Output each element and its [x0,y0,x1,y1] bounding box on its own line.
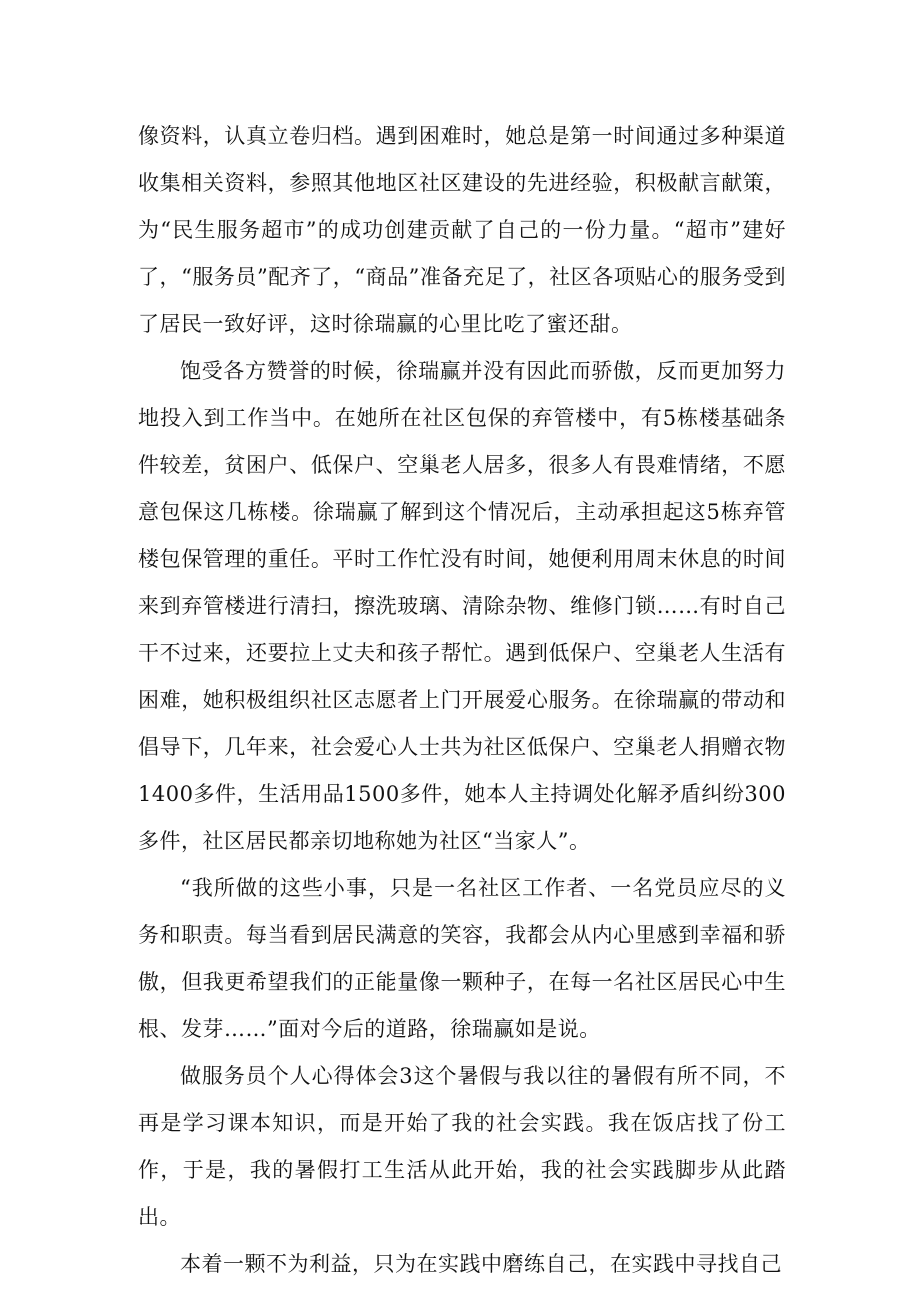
paragraph-quote: “我所做的这些小事，只是一名社区工作者、一名党员应尽的义务和职责。每当看到居民满意的笑容，我都会从内心里感到幸福和骄傲，但我更希望我们的正能量像一颗种子，在每一名社区居民心中生根、发芽……”面对今后的道路，徐瑞赢如是说。 [138,876,786,1041]
paragraph-continuation: 像资料，认真立卷归档。遇到困难时，她总是第一时间通过多种渠道收集相关资料，参照其他地区社区建设的先进经验，积极献言献策，为“民生服务超市”的成功创建贡献了自己的一份力量。“超市”建好了，“服务员”配齐了，“商品”准备充足了，社区各项贴心的服务受到了居民一致好评，这时徐瑞赢的心里比吃了蜜还甜。 [138,124,786,336]
paragraph-building-management: 饱受各方赞誉的时候，徐瑞赢并没有因此而骄傲，反而更加努力地投入到工作当中。在她所在社区包保的弃管楼中，有5栋楼基础条件较差，贫困户、低保户、空巢老人居多，很多人有畏难情绪，不愿意包保这几栋楼。徐瑞赢了解到这个情况后，主动承担起这5栋弃管楼包保管理的重任。平时工作忙没有时间，她便利用周末休息的时间来到弃管楼进行清扫，擦洗玻璃、清除杂物、维修门锁……有时自己干不过来，还要拉上丈夫和孩子帮忙。遇到低保户、空巢老人生活有困难，她积极组织社区志愿者上门开展爱心服务。在徐瑞赢的带动和倡导下，几年来，社会爱心人士共为社区低保户、空巢老人捐赠衣物1400多件，生活用品1500多件，她本人主持调处化解矛盾纠纷300多件，社区居民都亲切地称她为社区“当家人”。 [138,359,786,853]
paragraph-last-line: 本着一颗不为利益，只为在实践中磨练自己，在实践中寻找自己 [180,1252,782,1276]
paragraph-summer-job: 做服务员个人心得体会3这个暑假与我以往的暑假有所不同，不再是学习课本知识，而是开始了我的社会实践。我在饭店找了份工作，于是，我的暑假打工生活从此开始，我的社会实践脚步从此踏出。 [138,1064,786,1229]
document-body [138,113,786,1288]
